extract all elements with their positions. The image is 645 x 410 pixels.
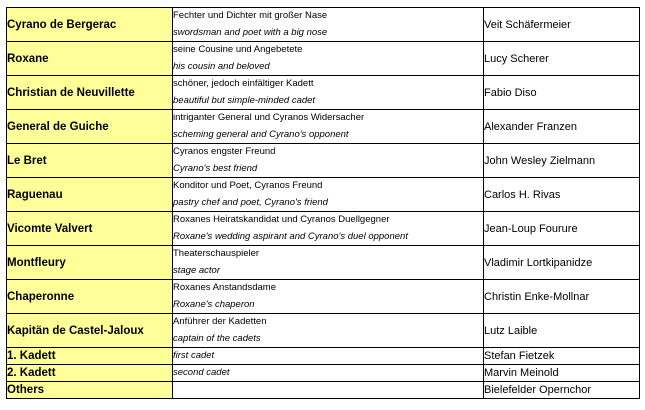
table-row (7, 8, 640, 42)
table-row (7, 314, 640, 348)
description-english: first cadet (173, 350, 215, 361)
role-description (173, 178, 484, 212)
description-german: seine Cousine und Angebetete (173, 44, 303, 55)
role-name: Roxane (7, 42, 173, 76)
role-description (173, 348, 484, 365)
table-row (7, 280, 640, 314)
role-name: Chaperonne (7, 280, 173, 314)
role-name: General de Guiche (7, 110, 173, 144)
actor-name: Lutz Laible (484, 314, 640, 348)
role-name: 2. Kadett (7, 365, 173, 382)
actor-name: Jean-Loup Fourure (484, 212, 640, 246)
description-english: second cadet (173, 367, 230, 378)
actor-name: Stefan Fietzek (484, 348, 640, 365)
actor-name: Marvin Meinold (484, 365, 640, 382)
description-german: Konditor und Poet, Cyranos Freund (173, 180, 323, 191)
description-german: Cyranos engster Freund (173, 146, 276, 157)
actor-name: Vladimir Lortkipanidze (484, 246, 640, 280)
description-german: Roxanes Heiratskandidat und Cyranos Duellgegner (173, 214, 390, 225)
role-description (173, 8, 484, 42)
role-name: 1. Kadett (7, 348, 173, 365)
role-description (173, 246, 484, 280)
table-row (7, 144, 640, 178)
description-english: Roxane's chaperon (173, 299, 255, 310)
role-name: Cyrano de Bergerac (7, 8, 173, 42)
role-name: Christian de Neuvillette (7, 76, 173, 110)
role-description (173, 42, 484, 76)
actor-name: Alexander Franzen (484, 110, 640, 144)
table-row (7, 246, 640, 280)
role-name: Le Bret (7, 144, 173, 178)
role-description (173, 314, 484, 348)
description-english: his cousin and beloved (173, 61, 270, 72)
actor-name: Bielefelder Opernchor (484, 382, 640, 399)
role-name: Others (7, 382, 173, 399)
actor-name: Carlos H. Rivas (484, 178, 640, 212)
description-german: Fechter und Dichter mit großer Nase (173, 10, 328, 21)
description-german: schöner, jedoch einfältiger Kadett (173, 78, 314, 89)
table-row (7, 110, 640, 144)
table-row (7, 212, 640, 246)
role-description (173, 110, 484, 144)
description-english: Roxane's wedding aspirant and Cyrano's duel opponent (173, 231, 408, 242)
role-description (173, 280, 484, 314)
cast-table (6, 7, 640, 399)
description-english: pastry chef and poet, Cyrano's friend (173, 197, 328, 208)
role-name: Vicomte Valvert (7, 212, 173, 246)
description-english: Cyrano's best friend (173, 163, 258, 174)
table-row (7, 382, 640, 399)
description-english: beautiful but simple-minded cadet (173, 95, 316, 106)
role-description (173, 382, 484, 399)
table-row (7, 365, 640, 382)
actor-name: Christin Enke-Mollnar (484, 280, 640, 314)
role-description (173, 144, 484, 178)
table-row (7, 348, 640, 365)
table-row (7, 42, 640, 76)
actor-name: Fabio Diso (484, 76, 640, 110)
table-row (7, 76, 640, 110)
description-english: swordsman and poet with a big nose (173, 27, 328, 38)
description-german: Theaterschauspieler (173, 248, 260, 259)
actor-name: Veit Schäfermeier (484, 8, 640, 42)
role-description (173, 212, 484, 246)
description-german: Anführer der Kadetten (173, 316, 267, 327)
description-german: intriganter General und Cyranos Widersacher (173, 112, 365, 123)
role-description (173, 76, 484, 110)
actor-name: John Wesley Zielmann (484, 144, 640, 178)
description-english: scheming general and Cyrano's opponent (173, 129, 349, 140)
table-row (7, 178, 640, 212)
role-description (173, 365, 484, 382)
description-english: stage actor (173, 265, 220, 276)
description-english: captain of the cadets (173, 333, 261, 344)
role-name: Montfleury (7, 246, 173, 280)
role-name: Raguenau (7, 178, 173, 212)
role-name: Kapitän de Castel-Jaloux (7, 314, 173, 348)
description-german: Roxanes Anstandsdame (173, 282, 276, 293)
actor-name: Lucy Scherer (484, 42, 640, 76)
